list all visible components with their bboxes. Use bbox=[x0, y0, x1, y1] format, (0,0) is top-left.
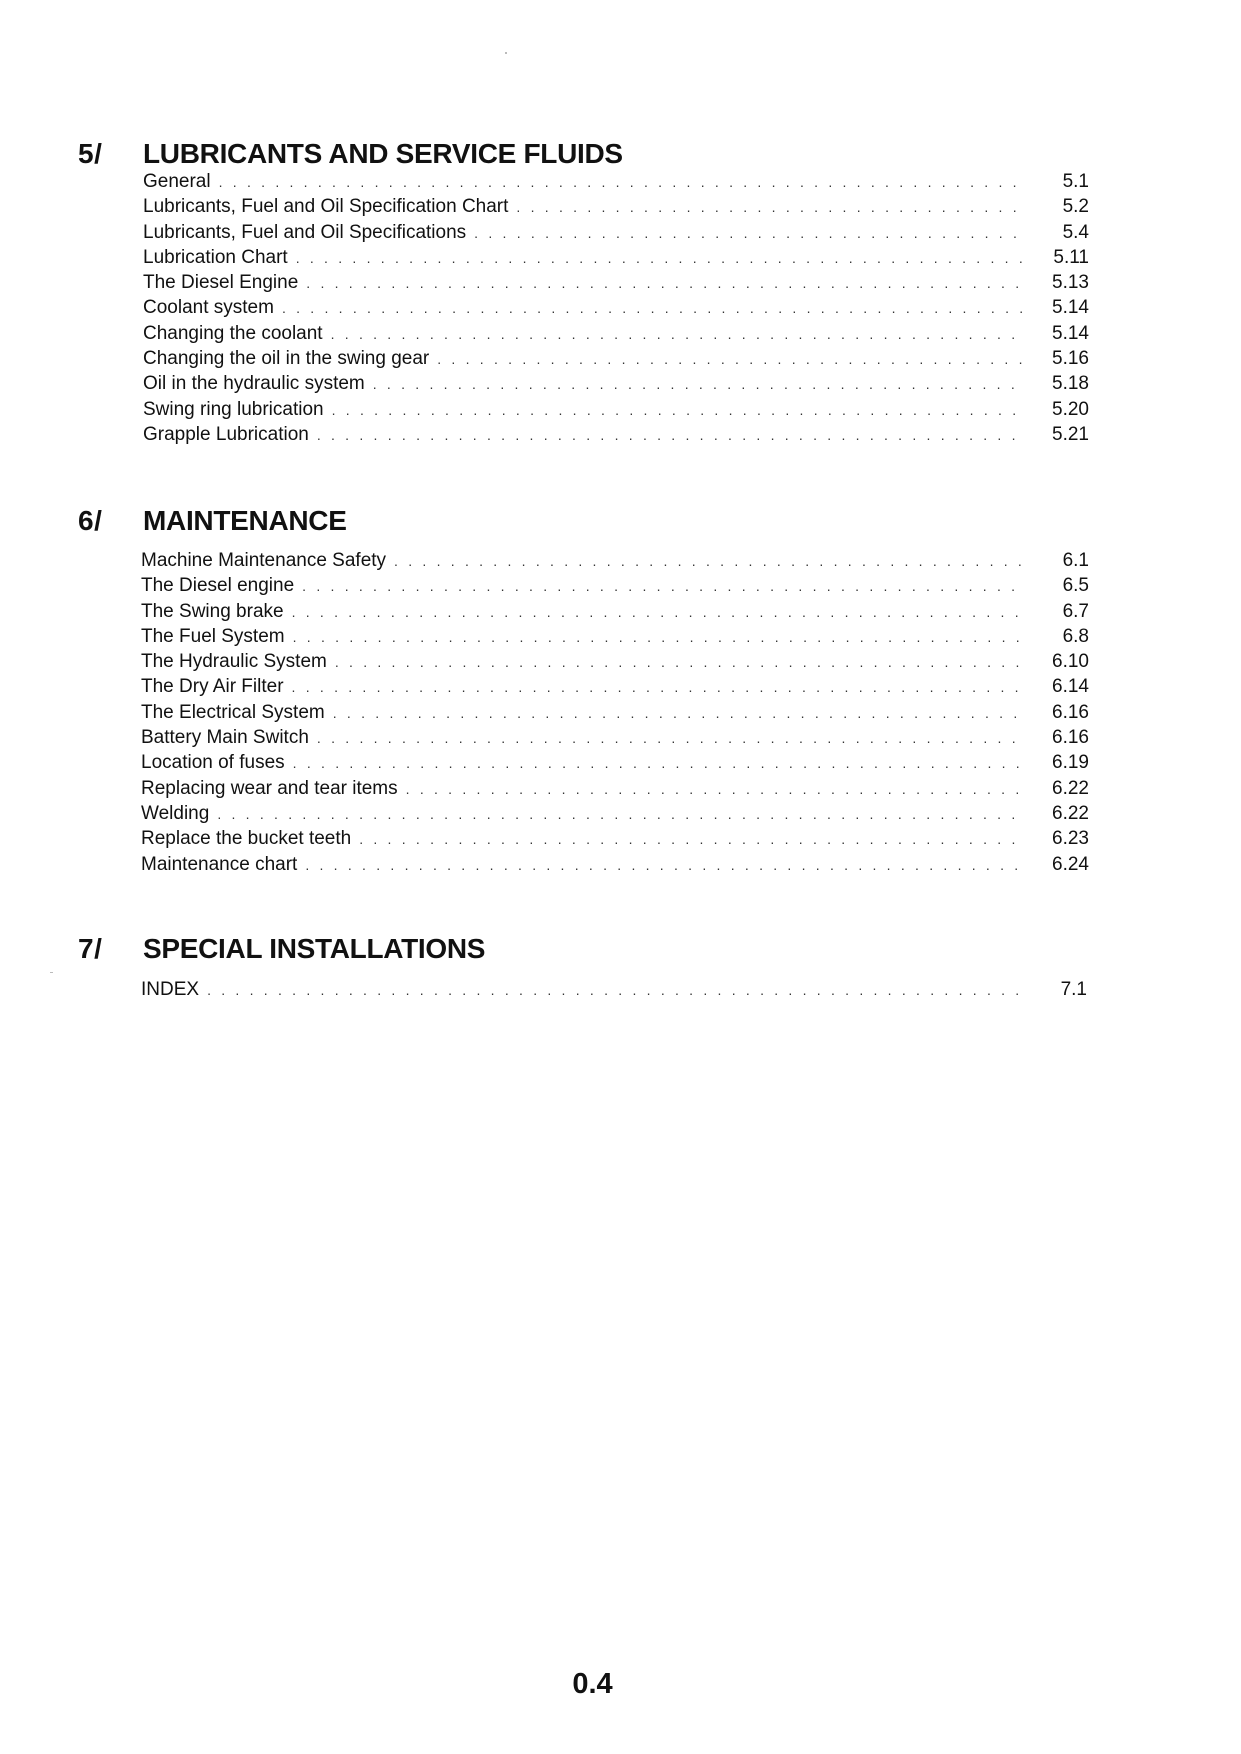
toc-entry bbox=[143, 272, 1089, 297]
toc-entry-page: 6.19 bbox=[1052, 752, 1089, 774]
dot-leader bbox=[516, 199, 1025, 215]
dot-leader bbox=[359, 831, 1025, 847]
toc-entry-page: 5.1 bbox=[1062, 171, 1089, 192]
toc-entry-page: 6.22 bbox=[1052, 802, 1089, 824]
scan-speck bbox=[50, 972, 53, 973]
toc-entry-label: The Electrical System bbox=[141, 701, 325, 723]
section-title: SPECIAL INSTALLATIONS bbox=[143, 933, 486, 964]
toc-entry bbox=[143, 348, 1089, 373]
toc-entry-label: Swing ring lubrication bbox=[143, 398, 324, 420]
toc-entry bbox=[141, 651, 1089, 676]
toc-entry bbox=[143, 247, 1089, 272]
toc-entry-label: Grapple Lubrication bbox=[143, 423, 309, 445]
dot-leader bbox=[317, 730, 1025, 746]
toc-entry bbox=[141, 601, 1089, 626]
toc-entry-label: Lubricants, Fuel and Oil Specifications bbox=[143, 221, 467, 243]
toc-entry-page: 6.8 bbox=[1062, 625, 1089, 647]
toc-entry bbox=[141, 752, 1089, 777]
toc-entry bbox=[143, 399, 1089, 424]
toc-entry-label: Oil in the hydraulic system bbox=[143, 373, 365, 395]
toc-entry bbox=[141, 979, 1087, 1004]
toc-entry-label: Battery Main Switch bbox=[141, 727, 309, 749]
toc-entry bbox=[141, 778, 1089, 803]
dot-leader bbox=[331, 326, 1025, 342]
dot-leader bbox=[292, 679, 1025, 695]
dot-leader bbox=[394, 553, 1025, 569]
toc-entry-label: Machine Maintenance Safety bbox=[141, 550, 387, 571]
toc-entry-page: 5.18 bbox=[1052, 373, 1089, 395]
toc-entry-label: Replacing wear and tear items bbox=[141, 777, 398, 799]
toc-entry-page: 6.16 bbox=[1052, 701, 1089, 723]
toc-entry bbox=[141, 702, 1089, 727]
toc-entry bbox=[141, 803, 1089, 828]
toc-entry-page: 6.16 bbox=[1052, 727, 1089, 749]
toc-entry-page: 6.24 bbox=[1052, 853, 1089, 875]
section-title: MAINTENANCE bbox=[143, 505, 347, 536]
dot-leader bbox=[317, 427, 1025, 443]
dot-leader bbox=[292, 604, 1025, 620]
dot-leader bbox=[207, 982, 1023, 998]
toc-entry-label: Lubricants, Fuel and Oil Specification Chart bbox=[143, 196, 509, 218]
toc-entry-page: 5.13 bbox=[1052, 272, 1089, 294]
page-number: 0.4 bbox=[572, 1668, 613, 1700]
toc-entry bbox=[141, 676, 1089, 701]
toc-list-section-7 bbox=[141, 979, 1087, 1004]
toc-entry-label: Replace the bucket teeth bbox=[141, 828, 352, 850]
toc-entry bbox=[143, 171, 1089, 196]
toc-list-section-6 bbox=[141, 550, 1089, 879]
dot-leader bbox=[474, 225, 1025, 241]
toc-entry bbox=[141, 828, 1089, 853]
toc-entry bbox=[141, 727, 1089, 752]
toc-entry-label: The Fuel System bbox=[141, 625, 285, 647]
toc-entry-label: The Hydraulic System bbox=[141, 651, 327, 673]
dot-leader bbox=[302, 578, 1025, 594]
section-number: 6/ bbox=[78, 505, 103, 536]
section-number: 5/ bbox=[78, 138, 103, 169]
toc-entry-page: 5.2 bbox=[1062, 196, 1089, 218]
toc-entry bbox=[141, 575, 1089, 600]
dot-leader bbox=[219, 174, 1025, 190]
toc-entry-label: The Diesel engine bbox=[141, 575, 295, 597]
toc-entry-page: 6.23 bbox=[1052, 828, 1089, 850]
section-number: 7/ bbox=[78, 933, 103, 964]
toc-entry-label: Location of fuses bbox=[141, 752, 285, 774]
toc-entry-page: 6.5 bbox=[1062, 575, 1089, 597]
toc-entry bbox=[143, 373, 1089, 398]
toc-list-section-5 bbox=[143, 171, 1089, 449]
section-title: LUBRICANTS AND SERVICE FLUIDS bbox=[143, 138, 623, 169]
dot-leader bbox=[333, 705, 1025, 721]
toc-entry bbox=[141, 626, 1089, 651]
toc-entry bbox=[143, 222, 1089, 247]
toc-entry-page: 6.1 bbox=[1062, 550, 1089, 571]
toc-entry bbox=[143, 297, 1089, 322]
toc-entry-label: The Swing brake bbox=[141, 600, 284, 622]
toc-entry-page: 6.14 bbox=[1052, 676, 1089, 698]
dot-leader bbox=[306, 275, 1025, 291]
toc-entry-label: General bbox=[143, 171, 211, 192]
toc-entry-page: 5.21 bbox=[1052, 423, 1089, 445]
toc-entry bbox=[141, 550, 1089, 575]
dot-leader bbox=[217, 806, 1025, 822]
dot-leader bbox=[373, 376, 1025, 392]
toc-entry-page: 7.1 bbox=[1060, 979, 1087, 1000]
toc-entry-label: INDEX bbox=[141, 979, 200, 1000]
toc-entry bbox=[143, 196, 1089, 221]
toc-entry-page: 6.7 bbox=[1062, 600, 1089, 622]
toc-entry-page: 5.14 bbox=[1052, 322, 1089, 344]
scan-speck bbox=[505, 52, 507, 54]
toc-entry bbox=[143, 323, 1089, 348]
toc-entry-page: 5.16 bbox=[1052, 348, 1089, 370]
toc-entry-label: Lubrication Chart bbox=[143, 246, 288, 268]
dot-leader bbox=[293, 755, 1025, 771]
toc-entry-label: The Diesel Engine bbox=[143, 272, 299, 294]
toc-entry-label: Welding bbox=[141, 802, 210, 824]
toc-entry-page: 6.22 bbox=[1052, 777, 1089, 799]
toc-entry-label: Changing the coolant bbox=[143, 322, 323, 344]
toc-entry-label: Maintenance chart bbox=[141, 853, 298, 875]
dot-leader bbox=[293, 629, 1025, 645]
toc-entry-label: Coolant system bbox=[143, 297, 274, 319]
dot-leader bbox=[305, 857, 1025, 873]
dot-leader bbox=[406, 781, 1025, 797]
dot-leader bbox=[332, 402, 1025, 418]
dot-leader bbox=[282, 300, 1025, 316]
toc-entry-page: 5.4 bbox=[1062, 221, 1089, 243]
toc-entry-label: The Dry Air Filter bbox=[141, 676, 284, 698]
toc-entry-page: 5.20 bbox=[1052, 398, 1089, 420]
dot-leader bbox=[437, 351, 1025, 367]
toc-entry-page: 5.11 bbox=[1053, 246, 1089, 268]
toc-entry-label: Changing the oil in the swing gear bbox=[143, 348, 430, 370]
toc-entry-page: 5.14 bbox=[1052, 297, 1089, 319]
toc-entry bbox=[141, 854, 1089, 879]
toc-entry bbox=[143, 424, 1089, 449]
dot-leader bbox=[296, 250, 1025, 266]
toc-entry-page: 6.10 bbox=[1052, 651, 1089, 673]
dot-leader bbox=[335, 654, 1025, 670]
